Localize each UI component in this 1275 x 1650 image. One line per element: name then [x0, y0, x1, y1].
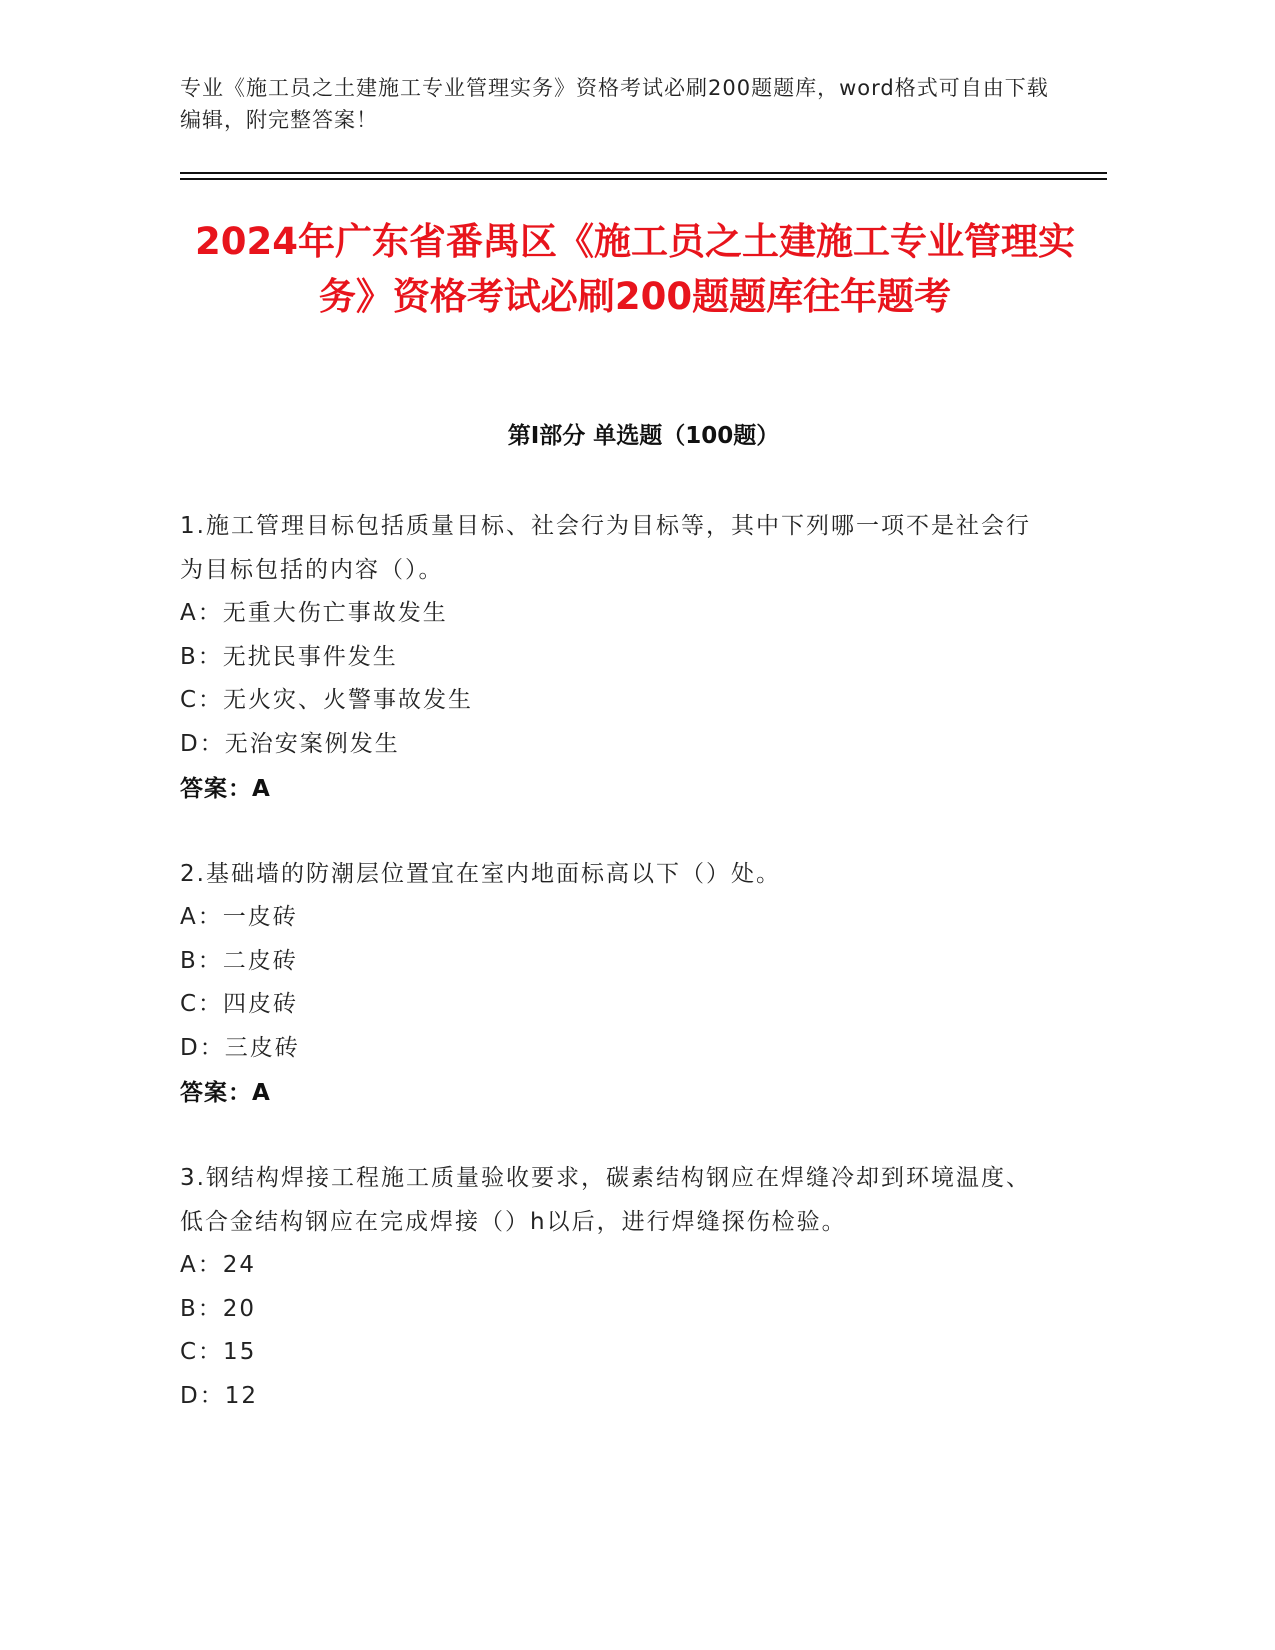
option-d: D：三皮砖: [180, 1035, 300, 1062]
answer-line: 答案：A: [180, 775, 271, 802]
option-a: A：无重大伤亡事故发生: [180, 600, 448, 626]
option-a: A：24: [180, 1252, 257, 1278]
header-divider-top: [180, 172, 1107, 174]
question-stem: 1.施工管理目标包括质量目标、社会行为目标等，其中下列哪一项不是社会行为目标包括的内容（）。: [180, 513, 1031, 583]
question-stem: 3.钢结构焊接工程施工质量验收要求，碳素结构钢应在焊缝冷却到环境温度、低合金结构钢应在完成焊接（）h以后，进行焊缝探伤检验。: [180, 1165, 1031, 1235]
option-b: B：二皮砖: [180, 947, 298, 974]
option-c: C：四皮砖: [180, 991, 299, 1018]
question-1: [180, 504, 1040, 811]
option-b: B：20: [180, 1295, 257, 1322]
header-note: 专业《施工员之土建施工专业管理实务》资格考试必刷200题题库，word格式可自由下载编辑，附完整答案！: [180, 76, 1049, 132]
option-a: A：一皮砖: [180, 904, 298, 930]
option-b: B：无扰民事件发生: [180, 643, 398, 670]
answer-line: 答案：A: [180, 1079, 271, 1106]
question-3: [180, 1156, 1040, 1419]
option-c: C：15: [180, 1339, 257, 1366]
document-title: 2024年广东省番禺区《施工员之土建施工专业管理实务》资格考试必刷200题题库往年题考: [195, 220, 1075, 318]
question-stem: 2.基础墙的防潮层位置宜在室内地面标高以下（）处。: [180, 861, 781, 887]
section-heading: 第Ⅰ部分 单选题（100题）: [507, 423, 780, 449]
option-d: D：无治安案例发生: [180, 731, 400, 758]
question-2: [180, 852, 1040, 1115]
header-divider-bottom: [180, 178, 1107, 180]
option-c: C：无火灾、火警事故发生: [180, 687, 474, 714]
option-d: D：12: [180, 1383, 258, 1410]
